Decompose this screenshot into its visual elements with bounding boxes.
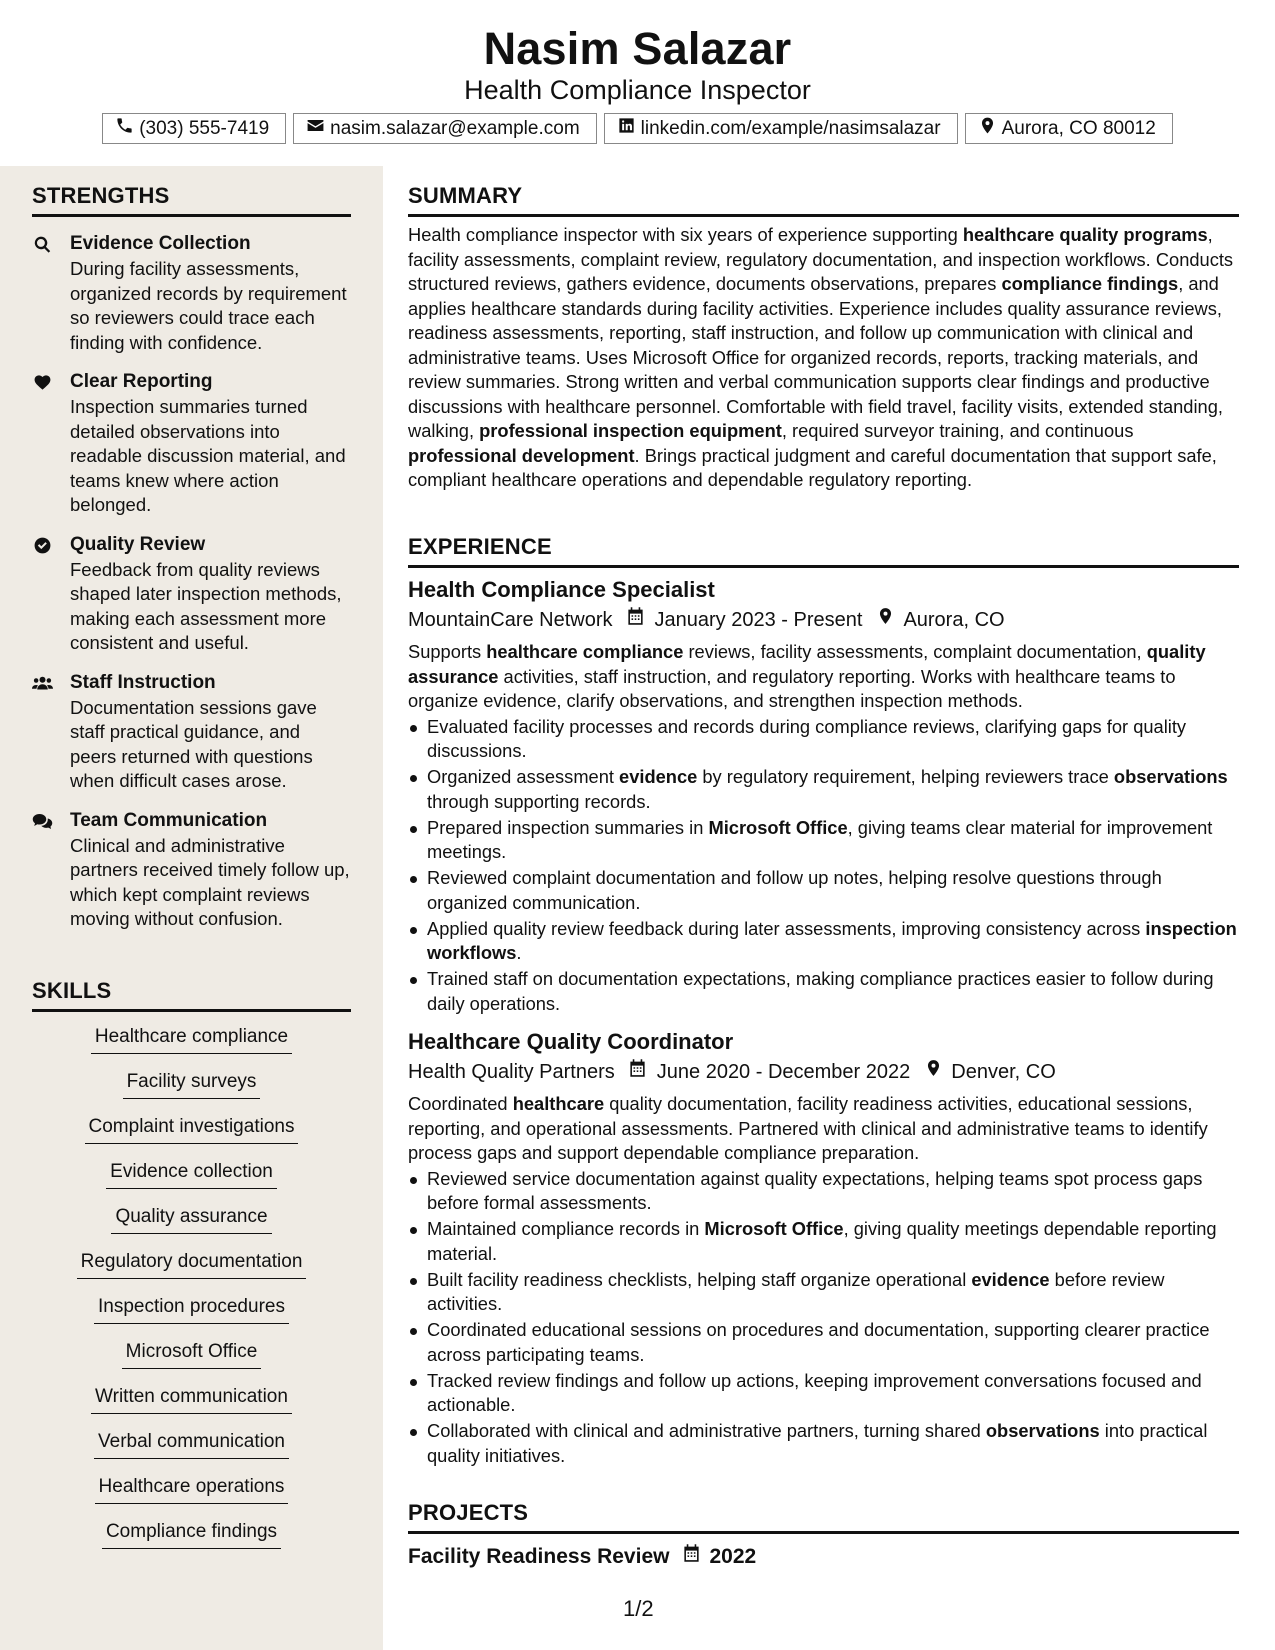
project-entry <box>408 1543 1239 1571</box>
skills-section <box>32 978 351 1564</box>
bullet-item: Organized assessment evidence by regulatory requirement, helping reviewers trace observations through supporting records. <box>408 765 1239 814</box>
strength-item <box>32 671 351 794</box>
job-meta <box>408 606 1239 634</box>
job-bullets <box>408 715 1239 1017</box>
bullet-item: Tracked review findings and follow up actions, keeping improvement conversations focused and actionable. <box>408 1369 1239 1418</box>
candidate-name: Nasim Salazar <box>483 23 792 74</box>
bold-keyword: compliance findings <box>1001 273 1179 294</box>
skill-tag: Healthcare compliance <box>91 1024 292 1054</box>
job-summary: Coordinated healthcare quality documentation, facility readiness activities, educational sessions, reporting, and operational assessments. Partnered with clinical and administrative teams to identify process gaps and support dependable compliance preparation. <box>408 1093 1208 1163</box>
company-name: Health Quality Partners <box>408 1061 615 1083</box>
comments-icon <box>32 809 70 932</box>
strength-item <box>32 370 351 518</box>
skill-tag: Inspection procedures <box>94 1294 289 1324</box>
job-dates: January 2023 - Present <box>654 609 863 631</box>
strength-desc: Feedback from quality reviews shaped later inspection methods, making each assessment more consistent and useful. <box>70 558 342 653</box>
bullet-item: Maintained compliance records in Microsoft Office, giving quality meetings dependable reporting material. <box>408 1217 1239 1266</box>
strength-desc: Inspection summaries turned detailed observations into readable discussion material, and teams knew where action belonged. <box>70 396 346 515</box>
job-location: Denver, CO <box>951 1061 1056 1083</box>
bullet-item: Evaluated facility processes and records during compliance reviews, clarifying gaps for quality discussions. <box>408 715 1239 764</box>
bullet-item: Reviewed complaint documentation and follow up notes, helping resolve questions through organized communication. <box>408 866 1239 915</box>
contact-phone[interactable] <box>102 113 286 144</box>
contact-text: (303) 555-7419 <box>139 117 270 139</box>
strength-title: Quality Review <box>70 533 206 555</box>
job-title: Health Compliance Inspector <box>464 75 811 105</box>
company-name: MountainCare Network <box>408 609 613 631</box>
job-meta <box>408 1058 1239 1086</box>
skill-tag: Compliance findings <box>102 1519 281 1549</box>
bold-keyword: quality assurance <box>408 641 1206 687</box>
strengths-section <box>32 183 351 932</box>
experience-section <box>408 534 1239 1470</box>
linkedin-icon <box>617 116 636 141</box>
project-year: 2022 <box>709 1545 757 1568</box>
job-entry <box>408 576 1239 1016</box>
skill-tag: Facility surveys <box>123 1069 261 1099</box>
contact-location[interactable] <box>965 113 1173 144</box>
bold-keyword: observations <box>985 1420 1100 1441</box>
bold-keyword: evidence <box>619 766 698 787</box>
job-position: Healthcare Quality Coordinator <box>408 1029 734 1054</box>
strength-desc: Documentation sessions gave staff practical guidance, and peers returned with questions when difficult cases arose. <box>70 696 317 791</box>
skill-tag: Quality assurance <box>111 1204 271 1234</box>
strength-item <box>32 809 351 932</box>
section-divider <box>408 565 1239 568</box>
summary-text: Health compliance inspector with six years of experience supporting healthcare quality programs, facility assessments, complaint review, regulatory documentation, and inspection workflows. Conducts structured reviews, gathers evidence, documents observations, prepares compliance findings, and applies healthcare standards during facility activities. Experience includes quality assurance reviews, readiness assessments, reporting, staff instruction, and follow up communication with clinical and administrative teams. Uses Microsoft Office for organized records, reports, tracking materials, and review summaries. Strong written and verbal communication supports clear findings and productive discussions with healthcare personnel. Comfortable with field travel, facility visits, extended standing, walking, professional inspection equipment, required surveyor training, and continuous professional development. Brings practical judgment and careful documentation that support safe, compliant healthcare operations and dependable regulatory reporting. <box>408 224 1234 490</box>
heart-icon <box>32 370 70 518</box>
section-title: SUMMARY <box>408 183 523 208</box>
bold-keyword: Microsoft Office <box>704 1218 844 1239</box>
page-number: 1/2 <box>623 1596 654 1621</box>
bold-keyword: healthcare compliance <box>486 641 684 662</box>
skill-tag: Microsoft Office <box>122 1339 262 1369</box>
phone-icon <box>115 116 134 141</box>
section-divider <box>408 214 1239 217</box>
strength-item <box>32 232 351 355</box>
skill-tag: Healthcare operations <box>95 1474 289 1504</box>
job-dates: June 2020 - December 2022 <box>656 1061 911 1083</box>
section-title: PROJECTS <box>408 1500 529 1525</box>
strength-title: Evidence Collection <box>70 233 251 254</box>
bold-keyword: healthcare <box>512 1093 605 1114</box>
strength-desc: During facility assessments, organized records by requirement so reviewers could trace each finding with confidence. <box>70 258 347 353</box>
bold-keyword: inspection workflows <box>427 917 1237 963</box>
contact-linkedin[interactable] <box>604 113 958 144</box>
map-pin-icon <box>862 606 903 634</box>
summary-section <box>408 183 1239 493</box>
job-bullets <box>408 1167 1239 1469</box>
map-pin-icon <box>910 1058 951 1086</box>
strength-title: Staff Instruction <box>70 671 216 693</box>
envelope-icon <box>306 116 325 141</box>
calendar-icon <box>615 1058 657 1086</box>
strength-desc: Clinical and administrative partners received timely follow up, which kept complaint reviews moving without confusion. <box>70 834 350 929</box>
contact-email[interactable] <box>293 113 597 144</box>
section-title: STRENGTHS <box>32 183 170 208</box>
bullet-item: Coordinated educational sessions on procedures and documentation, supporting clearer practice across participating teams. <box>408 1318 1239 1367</box>
skill-tag: Verbal communication <box>94 1429 289 1459</box>
bold-keyword: observations <box>1113 766 1228 787</box>
bullet-item: Applied quality review feedback during later assessments, improving consistency across inspection workflows. <box>408 917 1239 966</box>
bold-keyword: Microsoft Office <box>708 816 848 838</box>
bullet-item: Built facility readiness checklists, helping staff organize operational evidence before review activities. <box>408 1268 1239 1317</box>
calendar-icon <box>613 606 655 634</box>
skill-list <box>32 1024 351 1564</box>
job-position: Health Compliance Specialist <box>408 577 715 602</box>
skill-tag: Written communication <box>91 1384 292 1414</box>
project-name: Facility Readiness Review <box>408 1545 670 1568</box>
contact-text: nasim.salazar@example.com <box>330 117 580 139</box>
calendar-icon <box>669 1543 709 1571</box>
bullet-item: Trained staff on documentation expectations, making compliance practices easier to follow during daily operations. <box>408 967 1239 1016</box>
bullet-item: Collaborated with clinical and administrative partners, turning shared observations into practical quality initiatives. <box>408 1419 1239 1468</box>
resume-header <box>0 0 1275 166</box>
contact-text: Aurora, CO 80012 <box>1001 117 1156 139</box>
contact-bar <box>0 113 1275 144</box>
skill-tag: Complaint investigations <box>85 1114 299 1144</box>
section-divider <box>32 214 351 217</box>
strength-title: Clear Reporting <box>70 371 213 392</box>
sidebar <box>0 166 383 1650</box>
bold-keyword: professional development <box>408 444 635 466</box>
skill-tag: Regulatory documentation <box>77 1249 307 1279</box>
job-entry <box>408 1028 1239 1468</box>
job-summary: Supports healthcare compliance reviews, facility assessments, complaint documentation, quality assurance activities, staff instruction, and regulatory reporting. Works with healthcare teams to organize evidence, clarify observations, and strengthen inspection methods. <box>408 641 1206 711</box>
job-location: Aurora, CO <box>903 609 1005 631</box>
projects-section <box>408 1500 1239 1571</box>
contact-text: linkedin.com/example/nasimsalazar <box>640 117 941 139</box>
bold-keyword: healthcare quality programs <box>962 224 1208 245</box>
strength-title: Team Communication <box>70 809 268 831</box>
section-divider <box>32 1009 351 1012</box>
bold-keyword: evidence <box>971 1268 1050 1290</box>
section-title: SKILLS <box>32 978 112 1003</box>
section-title: EXPERIENCE <box>408 534 552 559</box>
users-icon <box>32 671 70 794</box>
section-divider <box>408 1531 1239 1534</box>
bullet-item: Reviewed service documentation against quality expectations, helping teams spot process gaps before formal assessments. <box>408 1167 1239 1216</box>
check-circle-icon <box>32 533 70 656</box>
skill-tag: Evidence collection <box>106 1159 277 1189</box>
strength-item <box>32 533 351 656</box>
bullet-item: Prepared inspection summaries in Microsoft Office, giving teams clear material for improvement meetings. <box>408 816 1239 865</box>
bold-keyword: professional inspection equipment <box>479 420 782 441</box>
map-pin-icon <box>978 116 997 141</box>
search-icon <box>32 232 70 355</box>
